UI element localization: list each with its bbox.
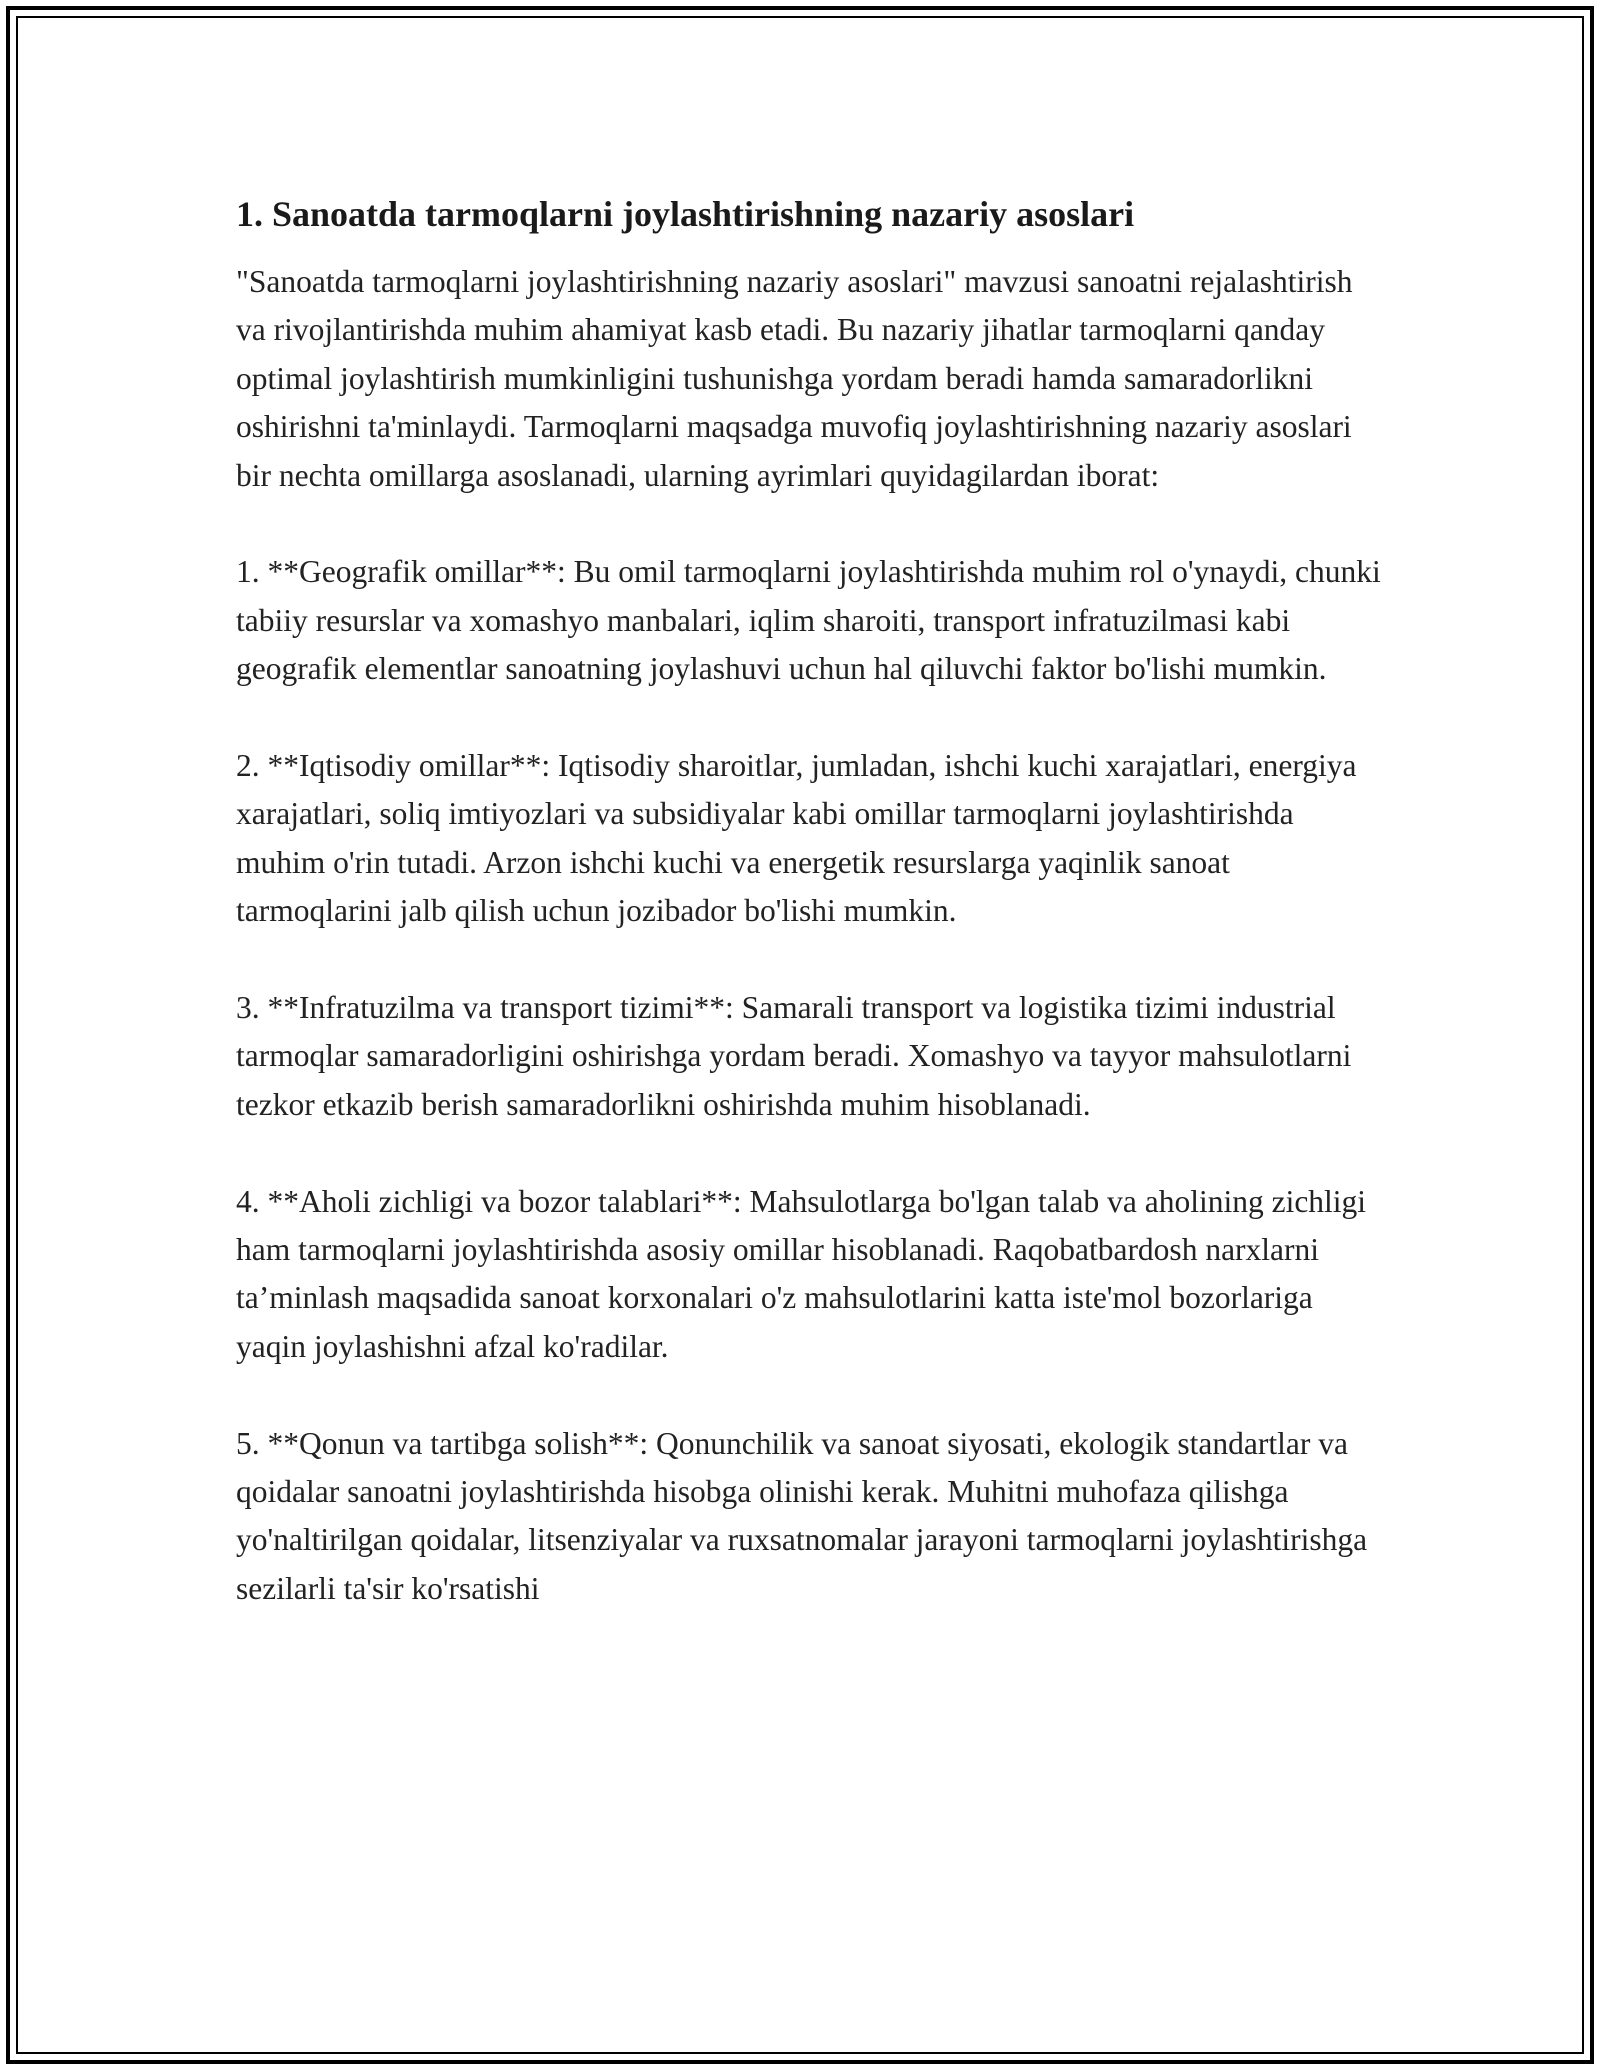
list-item-geographic-factors: 1. **Geografik omillar**: Bu omil tarmoqlarni joylashtirishda muhim rol o'ynaydi, chunki tabiiy resurslar va xomashyo manbalari, iqlim sharoiti, transport infratuzilmasi kabi geografik elementlar sanoatning joylashuvi uchun hal qiluvchi faktor bo'lishi mumkin. [236, 554, 1381, 687]
intro-paragraph: "Sanoatda tarmoqlarni joylashtirishning nazariy asoslari" mavzusi sanoatni rejalashtirish va rivojlantirishda muhim ahamiyat kasb etadi. Bu nazariy jihatlar tarmoqlarni qanday optimal joylashtirish mumkinligini tushunishga yordam beradi hamda samaradorlikni oshirishni ta'minlaydi. Tarmoqlarni maqsadga muvofiq joylashtirishning nazariy asoslari bir nechta omillarga asoslanadi, ularning ayrimlari quyidagilardan iborat: [236, 264, 1353, 493]
list-item-law-regulation: 5. **Qonun va tartibga solish**: Qonunchilik va sanoat siyosati, ekologik standartlar va qoidalar sanoatni joylashtirishda hisobga olinishi kerak. Muhitni muhofaza qilishga yo'naltirilgan qoidalar, litsenziyalar va ruxsatnomalar jarayoni tarmoqlarni joylashtirishga sezilarli ta'sir ko'rsatishi [236, 1425, 1368, 1606]
document-body [236, 190, 1386, 1662]
list-item-economic-factors: 2. **Iqtisodiy omillar**: Iqtisodiy sharoitlar, jumladan, ishchi kuchi xarajatlari, energiya xarajatlari, soliq imtiyozlari va subsidiyalar kabi omillar tarmoqlarni joylashtirishda muhim o'rin tutadi. Arzon ishchi kuchi va energetik resurslarga yaqinlik sanoat tarmoqlarini jalb qilish uchun jozibador bo'lishi mumkin. [236, 748, 1357, 929]
list-item-infrastructure-transport: 3. **Infratuzilma va transport tizimi**: Samarali transport va logistika tizimi industrial tarmoqlar samaradorligini oshirishga yordam beradi. Xomashyo va tayyor mahsulotlarni tezkor etkazib berish samaradorlikni oshirishda muhim hisoblanadi. [236, 990, 1352, 1122]
section-heading: 1. Sanoatda tarmoqlarni joylashtirishning nazariy asoslari [236, 194, 1135, 234]
list-item-population-market: 4. **Aholi zichligi va bozor talablari**: Mahsulotlarga bo'lgan talab va aholining zichligi ham tarmoqlarni joylashtirishda asosiy omillar hisoblanadi. Raqobatbardosh narxlarni ta’minlash maqsadida sanoat korxonalari o'z mahsulotlarini katta iste'mol bozorlariga yaqin joylashishni afzal ko'radilar. [236, 1183, 1367, 1364]
